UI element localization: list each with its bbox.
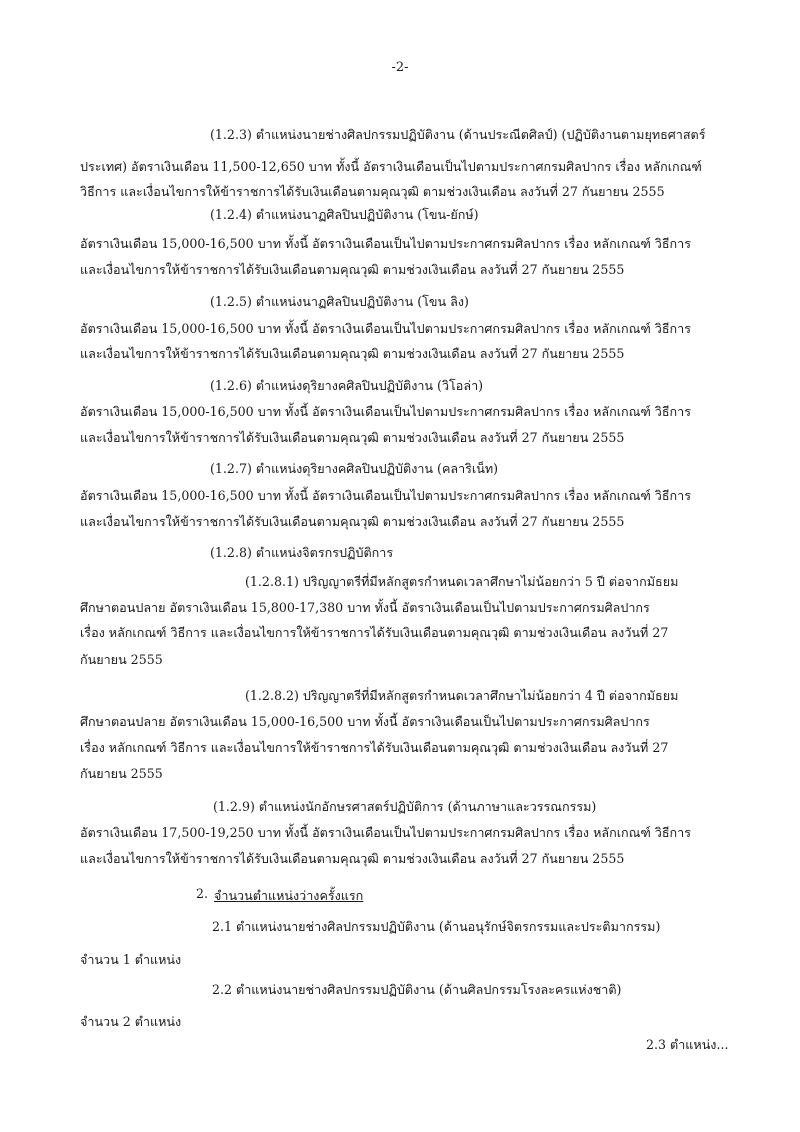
text-line: และเงื่อนไขการให้ข้าราชการได้รับเงินเดือนตามคุณวุฒิ ตามช่วงเงินเดือน ลงวันที่ 27 กันยายน 2555 <box>80 851 625 866</box>
text-line: อัตราเงินเดือน 15,000-16,500 บาท ทั้งนี้ อัตราเงินเดือนเป็นไปตามประกาศกรมศิลปากร เรื่อง หลักเกณฑ์ วิธีการ <box>80 236 691 251</box>
text-line: (1.2.9) ตำแหน่งนักอักษรศาสตร์ปฏิบัติการ (ด้านภาษาและวรรณกรรม) <box>213 799 597 814</box>
text-line: (1.2.5) ตำแหน่งนาฏศิลปินปฏิบัติงาน (โขน ลิง) <box>210 294 469 309</box>
text-line: (1.2.7) ตำแหน่งดุริยางคศิลปินปฏิบัติงาน (คลาริเน็ท) <box>210 461 499 476</box>
text-line: เรื่อง หลักเกณฑ์ วิธีการ และเงื่อนไขการให้ข้าราชการได้รับเงินเดือนตามคุณวุฒิ ตามช่วงเงินเดือน ลงวันที่ 27 <box>80 740 669 755</box>
text-line: ศึกษาตอนปลาย อัตราเงินเดือน 15,000-16,500 บาท ทั้งนี้ อัตราเงินเดือนเป็นไปตามประกาศกรมศิลปากร <box>80 714 650 729</box>
text-line: อัตราเงินเดือน 15,000-16,500 บาท ทั้งนี้ อัตราเงินเดือนเป็นไปตามประกาศกรมศิลปากร เรื่อง หลักเกณฑ์ วิธีการ <box>80 321 691 336</box>
text-line: อัตราเงินเดือน 17,500-19,250 บาท ทั้งนี้ อัตราเงินเดือนเป็นไปตามประกาศกรมศิลปากร เรื่อง หลักเกณฑ์ วิธีการ <box>80 825 691 840</box>
continuation-text: 2.3 ตำแหน่ง... <box>646 1037 729 1052</box>
text-line: และเงื่อนไขการให้ข้าราชการได้รับเงินเดือนตามคุณวุฒิ ตามช่วงเงินเดือน ลงวันที่ 27 กันยายน 2555 <box>80 514 625 529</box>
text-line: วิธีการ และเงื่อนไขการให้ข้าราชการได้รับเงินเดือนตามคุณวุฒิ ตามช่วงเงินเดือน ลงวันที่ 27 กันยายน 2555 <box>80 184 665 199</box>
text-line: (1.2.8) ตำแหน่งจิตรกรปฏิบัติการ <box>210 545 394 560</box>
section-number: 2. <box>196 886 209 901</box>
text-line: (1.2.6) ตำแหน่งดุริยางคศิลปินปฏิบัติงาน (วิโอล่า) <box>210 378 484 393</box>
text-line: และเงื่อนไขการให้ข้าราชการได้รับเงินเดือนตามคุณวุฒิ ตามช่วงเงินเดือน ลงวันที่ 27 กันยายน 2555 <box>80 262 625 277</box>
page-number: -2- <box>391 60 409 75</box>
text-line: เรื่อง หลักเกณฑ์ วิธีการ และเงื่อนไขการให้ข้าราชการได้รับเงินเดือนตามคุณวุฒิ ตามช่วงเงินเดือน ลงวันที่ 27 <box>80 625 669 640</box>
text-line: จำนวน 2 ตำแหน่ง <box>80 1014 182 1029</box>
text-line: (1.2.8.2) ปริญญาตรีที่มีหลักสูตรกำหนดเวลาศึกษาไม่น้อยกว่า 4 ปี ต่อจากมัธยม <box>245 688 679 703</box>
section-heading: จำนวนตำแหน่งว่างครั้งแรก <box>214 888 364 903</box>
text-line: จำนวน 1 ตำแหน่ง <box>80 952 182 967</box>
text-line: กันยายน 2555 <box>80 766 163 781</box>
text-line: 2.2 ตำแหน่งนายช่างศิลปกรรมปฏิบัติงาน (ด้านศิลปกรรมโรงละครแห่งชาติ) <box>212 982 622 997</box>
text-line: (1.2.4) ตำแหน่งนาฏศิลปินปฏิบัติงาน (โขน-ยักษ์) <box>210 207 479 222</box>
text-line: และเงื่อนไขการให้ข้าราชการได้รับเงินเดือนตามคุณวุฒิ ตามช่วงเงินเดือน ลงวันที่ 27 กันยายน 2555 <box>80 430 625 445</box>
text-line: กันยายน 2555 <box>80 652 163 667</box>
text-line: ศึกษาตอนปลาย อัตราเงินเดือน 15,800-17,380 บาท ทั้งนี้ อัตราเงินเดือนเป็นไปตามประกาศกรมศิลปากร <box>80 600 650 615</box>
text-line: ประเทศ) อัตราเงินเดือน 11,500-12,650 บาท ทั้งนี้ อัตราเงินเดือนเป็นไปตามประกาศกรมศิลปากร เรื่อง หลักเกณฑ์ <box>80 159 702 174</box>
text-line: 2.1 ตำแหน่งนายช่างศิลปกรรมปฏิบัติงาน (ด้านอนุรักษ์จิตรกรรมและประติมากรรม) <box>212 919 661 934</box>
text-line: และเงื่อนไขการให้ข้าราชการได้รับเงินเดือนตามคุณวุฒิ ตามช่วงเงินเดือน ลงวันที่ 27 กันยายน 2555 <box>80 346 625 361</box>
text-line: อัตราเงินเดือน 15,000-16,500 บาท ทั้งนี้ อัตราเงินเดือนเป็นไปตามประกาศกรมศิลปากร เรื่อง หลักเกณฑ์ วิธีการ <box>80 488 691 503</box>
text-line: (1.2.8.1) ปริญญาตรีที่มีหลักสูตรกำหนดเวลาศึกษาไม่น้อยกว่า 5 ปี ต่อจากมัธยม <box>245 574 679 589</box>
text-line: (1.2.3) ตำแหน่งนายช่างศิลปกรรมปฏิบัติงาน (ด้านประณีตศิลป์) (ปฏิบัติงานตามยุทธศาสตร์ <box>210 127 706 142</box>
text-line: อัตราเงินเดือน 15,000-16,500 บาท ทั้งนี้ อัตราเงินเดือนเป็นไปตามประกาศกรมศิลปากร เรื่อง หลักเกณฑ์ วิธีการ <box>80 404 691 419</box>
